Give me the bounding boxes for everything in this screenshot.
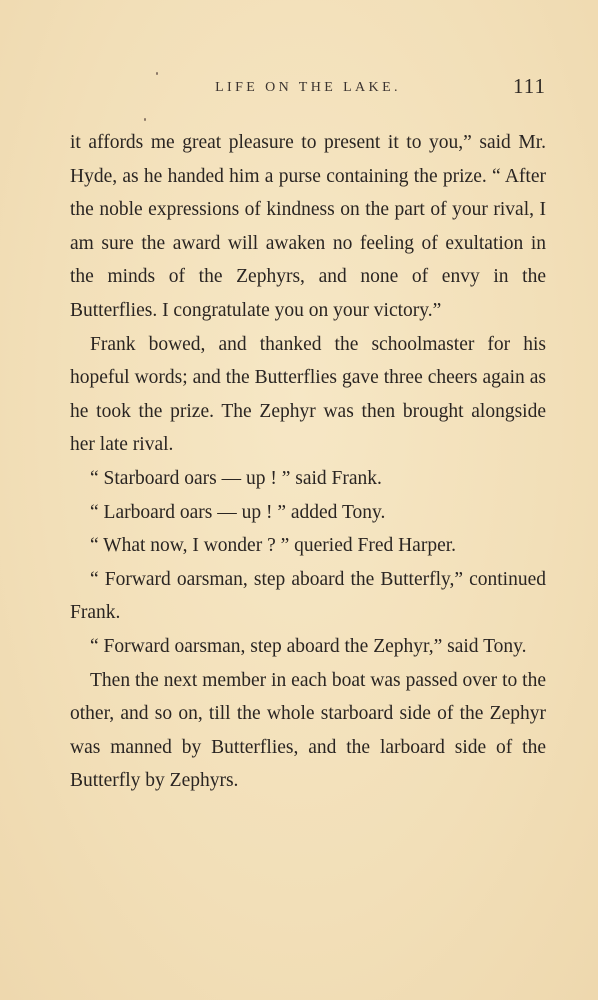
paragraph-8: Then the next member in each boat was passed over to the other, and so on, till the whole starboard side of the Zephyr was manned by Butterflies, and the larboard side of the Butterfly by Zephyrs. <box>70 669 546 792</box>
paragraph-6: “ Forward oarsman, step aboard the Butterfly,” continued Frank. <box>70 568 546 624</box>
paragraph-4: “ Larboard oars — up ! ” added Tony. <box>90 501 386 523</box>
page-number: 111 <box>513 74 546 98</box>
paragraph-7: “ Forward oarsman, step aboard the Zephyr,” said Tony. <box>90 635 527 657</box>
running-head: LIFE ON THE LAKE. <box>215 80 401 95</box>
page-header <box>70 72 546 102</box>
paragraph-2: Frank bowed, and thanked the schoolmaster for his hopeful words; and the Butterflies gave three cheers again as he took the prize. The Zephyr was then brought alongside her late rival. <box>70 333 546 456</box>
body-text <box>70 126 546 798</box>
ink-speck <box>144 118 146 121</box>
paragraph-5: “ What now, I wonder ? ” queried Fred Harper. <box>90 535 457 557</box>
paragraph-1: it affords me great pleasure to present it to you,” said Mr. Hyde, as he handed him a purse containing the prize. “ After the noble expressions of kindness on the part of your rival, I am sure the award will awaken no feeling of exultation in the minds of the Zephyrs, and none of envy in the Butterflies. I congratulate you on your victory.” <box>70 132 546 321</box>
paragraph-3: “ Starboard oars — up ! ” said Frank. <box>90 467 382 489</box>
